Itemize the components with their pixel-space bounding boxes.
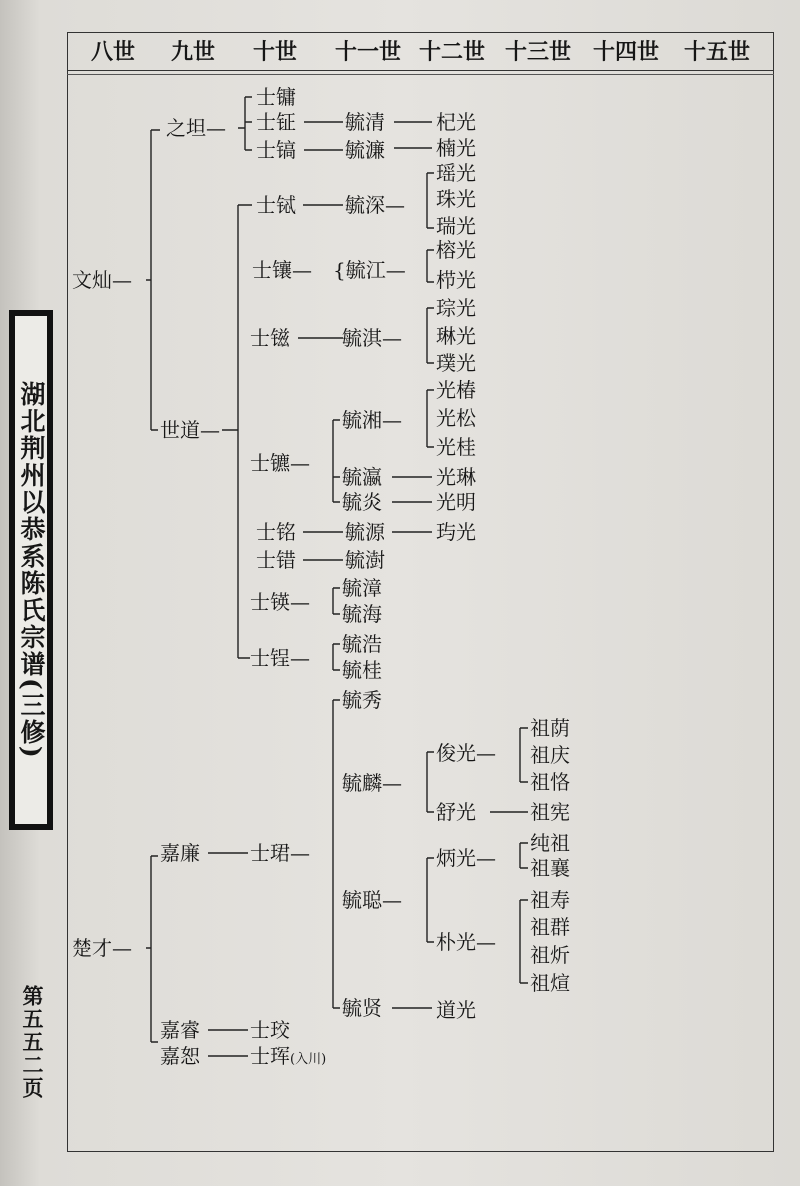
node-daoguang: 道光	[436, 998, 476, 1022]
node-zuxian: 祖宪	[530, 800, 570, 824]
node-shi-zheng: 士钲	[256, 110, 296, 134]
node-jialian: 嘉廉	[160, 841, 200, 865]
node-yu-hao: 毓浩	[342, 632, 382, 656]
node-yu-qing: 毓清	[345, 110, 385, 134]
node-linguang: 琳光	[436, 324, 476, 348]
node-guanggui: 光桂	[436, 435, 476, 459]
node-yu-zhang: 毓漳	[342, 576, 382, 600]
node-nanguang: 楠光	[436, 136, 476, 160]
node-yu-xiang: 毓湘—	[342, 408, 402, 432]
node-zuqun: 祖群	[530, 915, 570, 939]
node-shuguang: 舒光	[436, 800, 476, 824]
node-yu-qi: 毓淇—	[342, 326, 402, 350]
node-zhiguang: 栉光	[436, 268, 476, 292]
node-bingguang: 炳光—	[436, 846, 496, 870]
node-shi-ming: 士铭	[256, 520, 296, 544]
gen-12-label: 十二世	[419, 40, 486, 65]
node-yu-gui: 毓桂	[342, 658, 382, 682]
node-puguang: 璞光	[436, 351, 476, 375]
gen-8-label: 八世	[91, 40, 136, 65]
node-shi-cheng: 士锃—	[250, 646, 310, 670]
node-zuke: 祖恪	[530, 770, 570, 794]
node-zuqing: 祖庆	[530, 743, 570, 767]
node-shi-jun: 士珺—	[250, 841, 310, 865]
gen-14-label: 十四世	[593, 40, 660, 65]
gen-9-label: 九世	[171, 40, 216, 65]
node-shi-biao: 士镳—	[250, 451, 310, 475]
node-yu-ying: 毓瀛	[342, 465, 382, 489]
node-yu-jiang: {毓江—	[333, 258, 406, 282]
node-qiguang: 杞光	[436, 110, 476, 134]
node-guangming: 光明	[436, 490, 476, 514]
node-yu-yuan: 毓源	[345, 520, 385, 544]
node-shi-yong: 士镛	[256, 85, 296, 109]
gen-10-label: 十世	[253, 40, 298, 65]
node-chucai: 楚才—	[72, 936, 132, 960]
node-puguang-2: 朴光—	[436, 930, 496, 954]
node-yu-lian: 毓濂	[345, 138, 385, 162]
node-yu-xian: 毓贤	[342, 996, 382, 1020]
book-title: 湖北荆州以恭系陈氏宗谱(三修)	[17, 380, 46, 760]
node-shi-xiang: 士镶—	[252, 258, 312, 282]
node-zhuguang: 珠光	[436, 187, 476, 211]
node-zuxuan: 祖煊	[530, 971, 570, 995]
node-yuguang: 玙光	[436, 520, 476, 544]
node-yaoguang: 瑶光	[436, 161, 476, 185]
node-chunzu: 纯祖	[530, 831, 570, 855]
node-zuxin: 祖炘	[530, 943, 570, 967]
node-ruiguang: 瑞光	[436, 214, 476, 238]
node-shi-hao: 士镐	[256, 138, 296, 162]
node-yu-cong: 毓聪—	[342, 888, 402, 912]
node-guangsong: 光松	[436, 406, 476, 430]
node-rongguang: 榕光	[436, 238, 476, 262]
node-shi-ying: 士锳—	[250, 590, 310, 614]
node-guanglin: 光琳	[436, 465, 476, 489]
node-guangchun: 光椿	[436, 378, 476, 402]
node-shi-jiao: 士珓	[250, 1018, 290, 1042]
node-shidao: 世道—	[160, 418, 220, 442]
node-shi-zi: 士镃	[250, 326, 290, 350]
node-zushou: 祖寿	[530, 888, 570, 912]
node-yu-xiu: 毓秀	[342, 688, 382, 712]
node-shi-hui	[250, 1044, 326, 1072]
node-junguang: 俊光—	[436, 741, 496, 765]
node-zuyin: 祖荫	[530, 716, 570, 740]
node-zuxiang: 祖襄	[530, 856, 570, 880]
node-wencan: 文灿—	[72, 268, 132, 292]
node-shi-cuo: 士错	[256, 548, 296, 572]
node-shi-te: 士铽	[256, 193, 296, 217]
note-ruchuan: (入川)	[290, 1052, 327, 1067]
node-zhitan: 之坦—	[166, 116, 226, 140]
gen-11-label: 十一世	[335, 40, 402, 65]
page-number: 第五五二页	[20, 985, 45, 1100]
title-plaque-inner	[13, 314, 49, 826]
node-jiashu: 嘉恕	[160, 1044, 200, 1068]
title-plaque	[9, 310, 53, 830]
node-yu-shu: 毓澍	[345, 548, 385, 572]
node-shi-hui-name: 士珲	[250, 1044, 290, 1068]
node-yu-shen: 毓深—	[345, 193, 405, 217]
node-congguang: 琮光	[436, 296, 476, 320]
node-jiarui: 嘉睿	[160, 1018, 200, 1042]
node-yu-yan: 毓炎	[342, 490, 382, 514]
gen-13-label: 十三世	[505, 40, 572, 65]
gen-15-label: 十五世	[684, 40, 751, 65]
node-yu-lin: 毓麟—	[342, 771, 402, 795]
node-yu-hai: 毓海	[342, 602, 382, 626]
